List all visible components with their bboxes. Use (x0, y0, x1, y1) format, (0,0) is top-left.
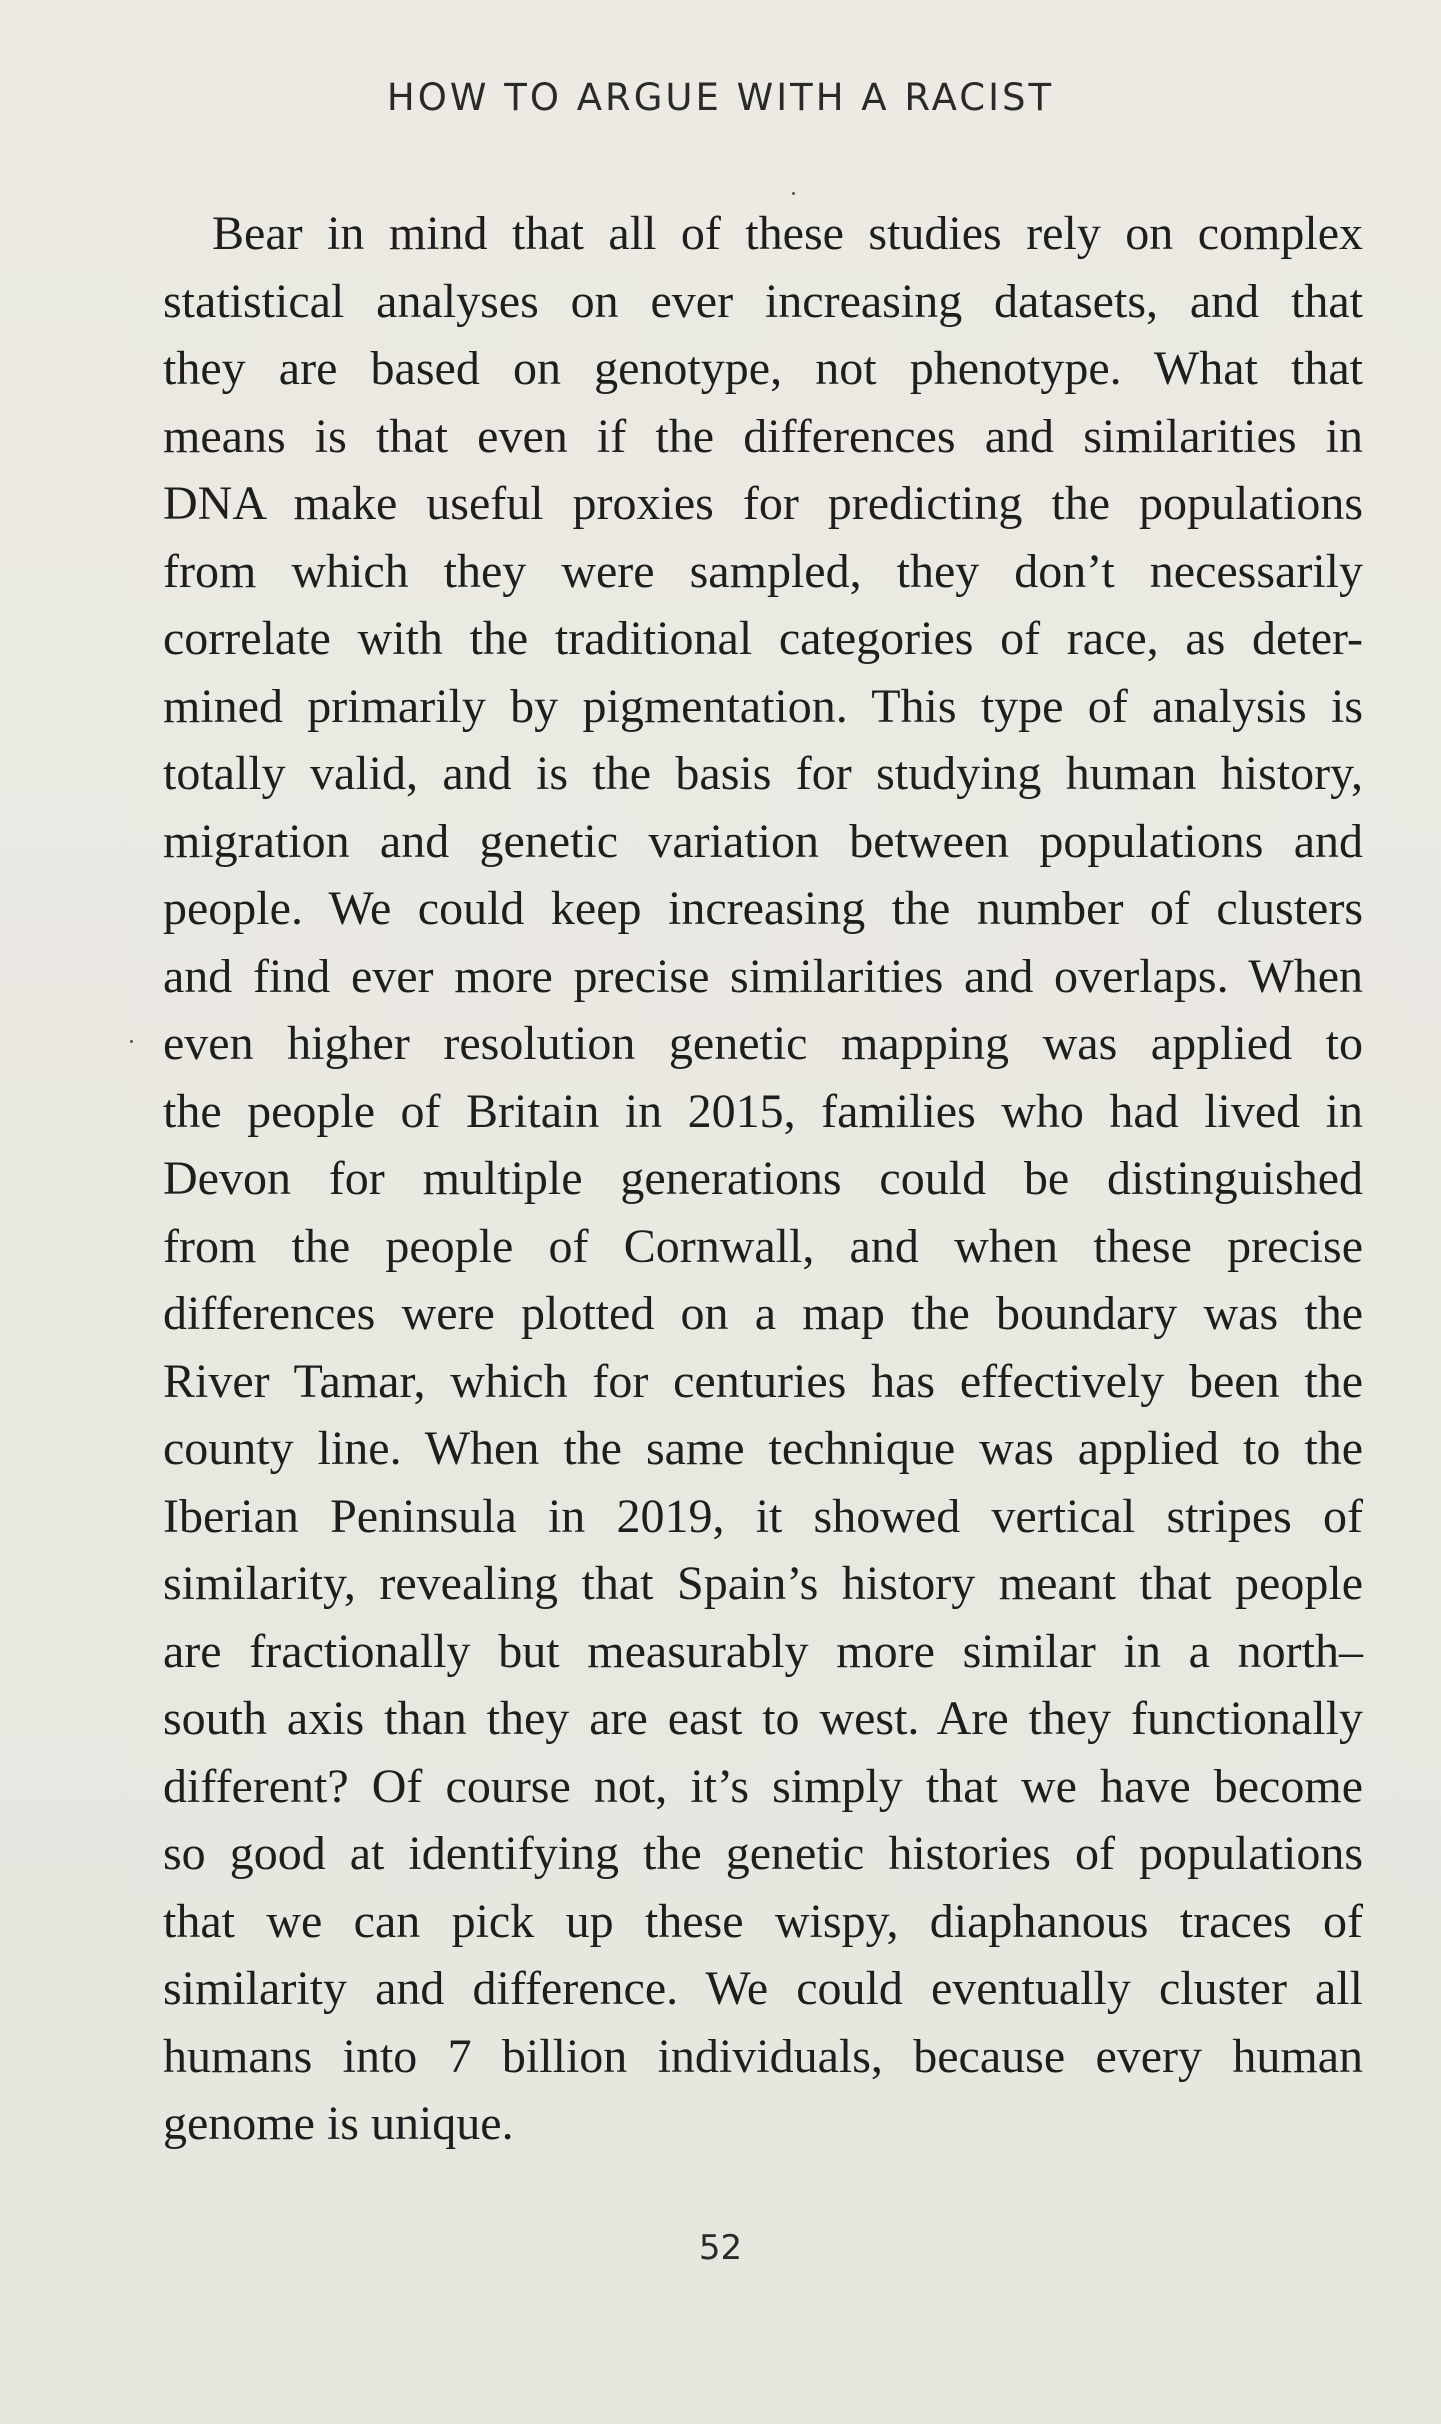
text-line: Devon for multiple generations could be distinguished (163, 1152, 1363, 1205)
text-line: correlate with the traditional categories of race, as deter- (163, 612, 1363, 665)
text-line: even higher resolution genetic mapping was applied to (163, 1017, 1363, 1070)
text-line: so good at identifying the genetic histories of populations (163, 1827, 1363, 1880)
text-line: people. We could keep increasing the number of clusters (163, 882, 1363, 935)
text-line: south axis than they are east to west. Are they functionally (163, 1692, 1363, 1745)
text-line: and find ever more precise similarities and overlaps. When (163, 949, 1363, 1003)
text-line: are fractionally but measurably more similar in a north– (163, 1624, 1363, 1678)
text-line: they are based on genotype, not phenotype. What that (163, 342, 1363, 395)
text-line: different? Of course not, it’s simply that we have become (163, 1759, 1363, 1813)
running-head: HOW TO ARGUE WITH A RACIST (386, 76, 1055, 119)
text-line: Iberian Peninsula in 2019, it showed vertical stripes of (163, 1489, 1363, 1543)
text-line: the people of Britain in 2015, families who had lived in (163, 1084, 1363, 1138)
text-line: River Tamar, which for centuries has effectively been the (163, 1354, 1363, 1408)
text-line: Bear in mind that all of these studies rely on complex (212, 207, 1363, 260)
page-number: 52 (698, 2228, 743, 2268)
text-line: statistical analyses on ever increasing datasets, and that (163, 274, 1363, 328)
text-line: from the people of Cornwall, and when these precise (163, 1219, 1363, 1273)
text-line: genome is unique. (163, 2097, 514, 2150)
text-line: county line. When the same technique was applied to the (163, 1422, 1363, 1475)
text-line: differences were plotted on a map the boundary was the (163, 1287, 1363, 1340)
stray-mark (792, 192, 795, 195)
text-line: DNA make useful proxies for predicting the populations (163, 477, 1363, 530)
text-line: that we can pick up these wispy, diaphanous traces of (163, 1894, 1363, 1948)
text-line: mined primarily by pigmentation. This type of analysis is (163, 679, 1363, 733)
text-line: means is that even if the differences and similarities in (163, 409, 1363, 463)
text-line: similarity and difference. We could eventually cluster all (163, 1962, 1363, 2015)
text-line: from which they were sampled, they don’t necessarily (163, 544, 1363, 598)
text-line: totally valid, and is the basis for studying human history, (163, 747, 1363, 800)
text-line: similarity, revealing that Spain’s history meant that people (163, 1557, 1363, 1610)
stray-mark (130, 1040, 133, 1043)
text-line: migration and genetic variation between populations and (163, 814, 1363, 868)
text-line: humans into 7 billion individuals, because every human (163, 2029, 1363, 2083)
body-paragraph (163, 200, 1363, 2158)
